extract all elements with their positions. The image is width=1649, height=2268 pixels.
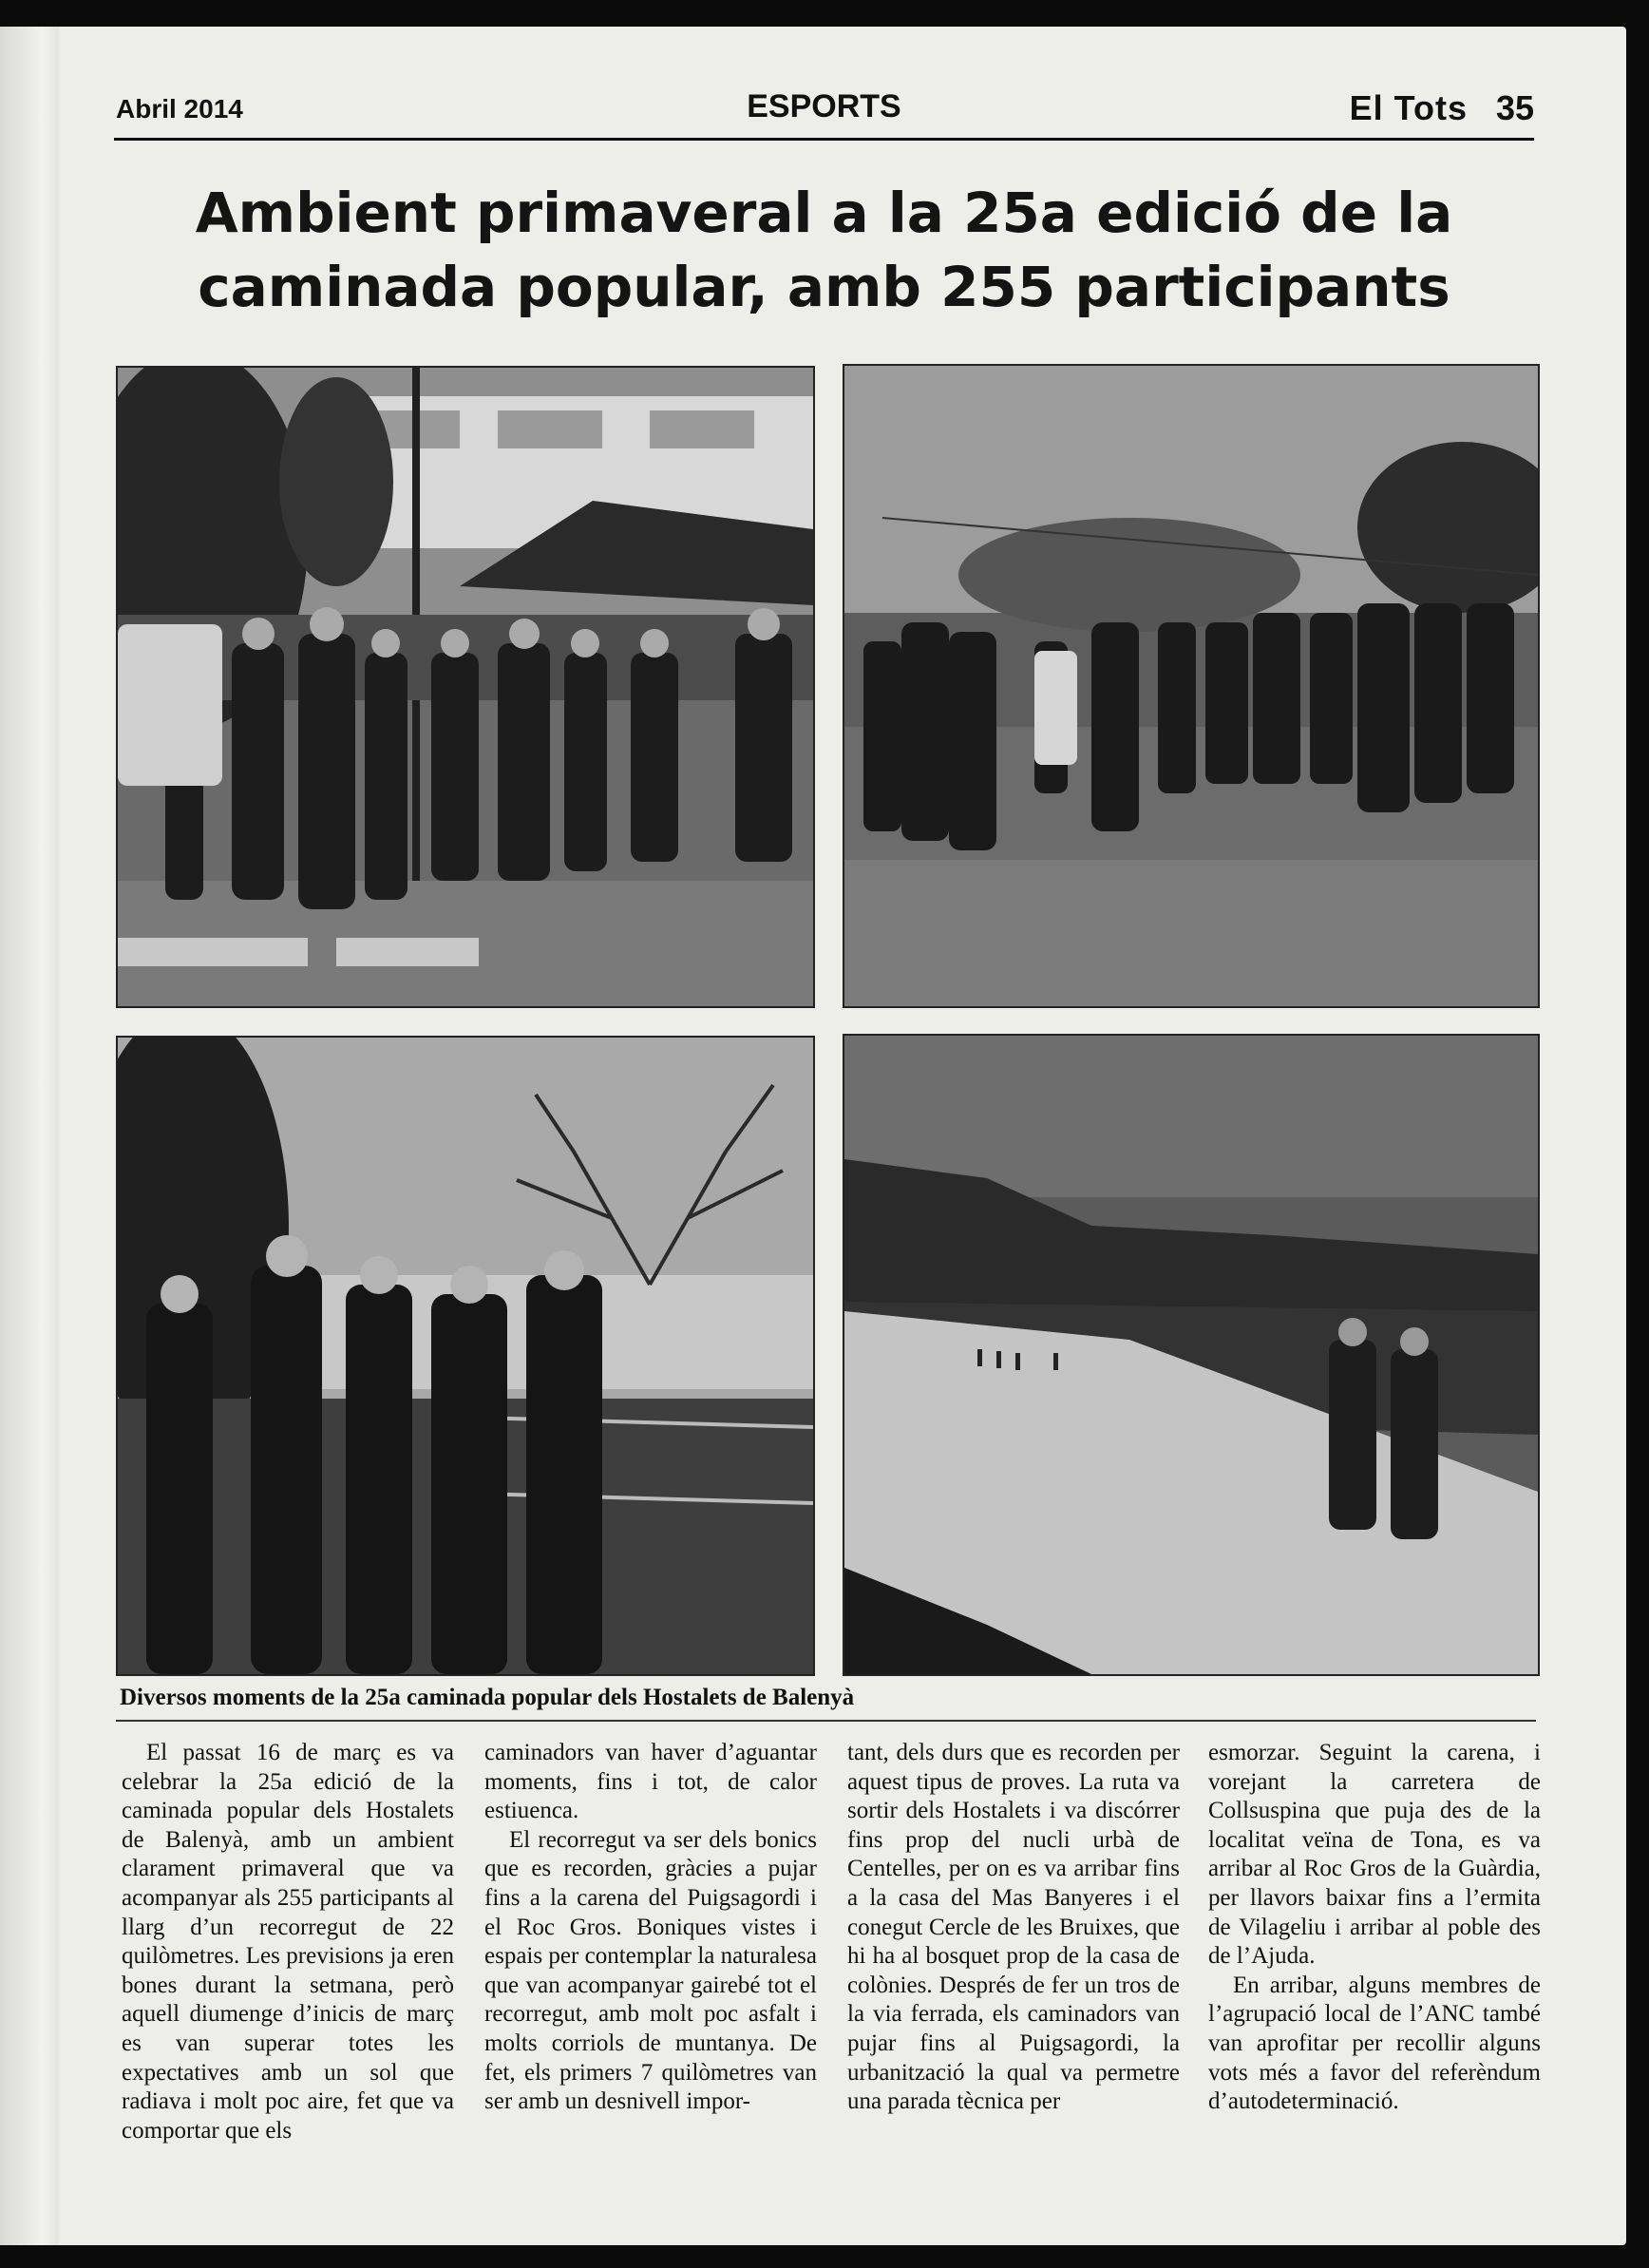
- article-column-2: [484, 1739, 817, 2117]
- paragraph: esmorzar. Seguint la carena, i vorejant la carretera de Collsuspina que puja des de la localitat veïna de Tona, es va arribar al Roc Gros de la Guàrdia, per llavors baixar fins a l’ermita de Vilageliu i arribar al poble des de l’Ajuda.: [1208, 1740, 1541, 1970]
- photo-participants-field: [843, 364, 1540, 1008]
- photo-trail-hills: [843, 1034, 1540, 1676]
- article-headline: [114, 176, 1534, 324]
- photo-registration-tent: [116, 366, 815, 1008]
- issue-date: Abril 2014: [116, 94, 243, 124]
- paragraph: El passat 16 de març es va celebrar la 25a edició de la caminada popular dels Hostalets de Balenyà, amb un ambient clarament primaveral que va acompanyar als 255 participants al llarg d’un recorregut de 22 quilòmetres. Les previsions ja eren bones durant la setmana, però aquell diumenge d’inicis de març es van superar totes les expectatives amb un sol que radiava i molt poc aire, fet que va comportar que els: [122, 1740, 454, 2144]
- paragraph: El recorregut va ser dels bonics que es recorden, gràcies a pujar fins a la carena del Puigsagordi i el Roc Gros. Boniques vistes i espais per contemplar la naturalesa que van acompanyar gairebé tot el recorregut, amb molt poc asfalt i molts corriols de muntanya. De fet, els primers 7 quilòmetres van ser amb un desnivell impor-: [484, 1826, 817, 2115]
- photo-hikers-viewpoint: [116, 1036, 815, 1676]
- section-name: ESPORTS: [747, 88, 901, 124]
- photo-caption: Diversos moments de la 25a caminada popular dels Hostalets de Balenyà: [120, 1685, 855, 1710]
- paragraph: En arribar, alguns membres de l’agrupació local de l’ANC també van aprofitar per recollir alguns vots més a favor del referèndum d’autodeterminació.: [1208, 1972, 1541, 2115]
- page-header: [114, 62, 1534, 141]
- paragraph: tant, dels durs que es recorden per aquest tipus de proves. La ruta va sortir dels Hostalets i va discórrer fins prop del nucli urbà de Centelles, per on es va arribar fins a la casa del Mas Banyeres i el conegut Cercle de les Bruixes, que hi ha al bosquet prop de la casa de colònies. Després de fer un tros de la via ferrada, els caminadors van pujar fins al Puigsagordi, la urbanització la qual va permetre una parada tècnica per: [847, 1740, 1180, 2115]
- article-column-4: [1208, 1739, 1541, 2117]
- page-spine: [0, 27, 59, 2245]
- article-column-1: [122, 1739, 454, 2145]
- page-number: 35: [1495, 88, 1534, 127]
- paragraph: caminadors van haver d’aguantar moments, fins i tot, de calor estiuenca.: [484, 1740, 817, 1824]
- headline-line-2: caminada popular, amb 255 participants: [198, 255, 1450, 319]
- publication-name: El Tots: [1349, 88, 1468, 127]
- article-column-3: [847, 1739, 1180, 2117]
- headline-line-1: Ambient primaveral a la 25a edició de la: [195, 181, 1453, 245]
- caption-divider: [116, 1720, 1536, 1722]
